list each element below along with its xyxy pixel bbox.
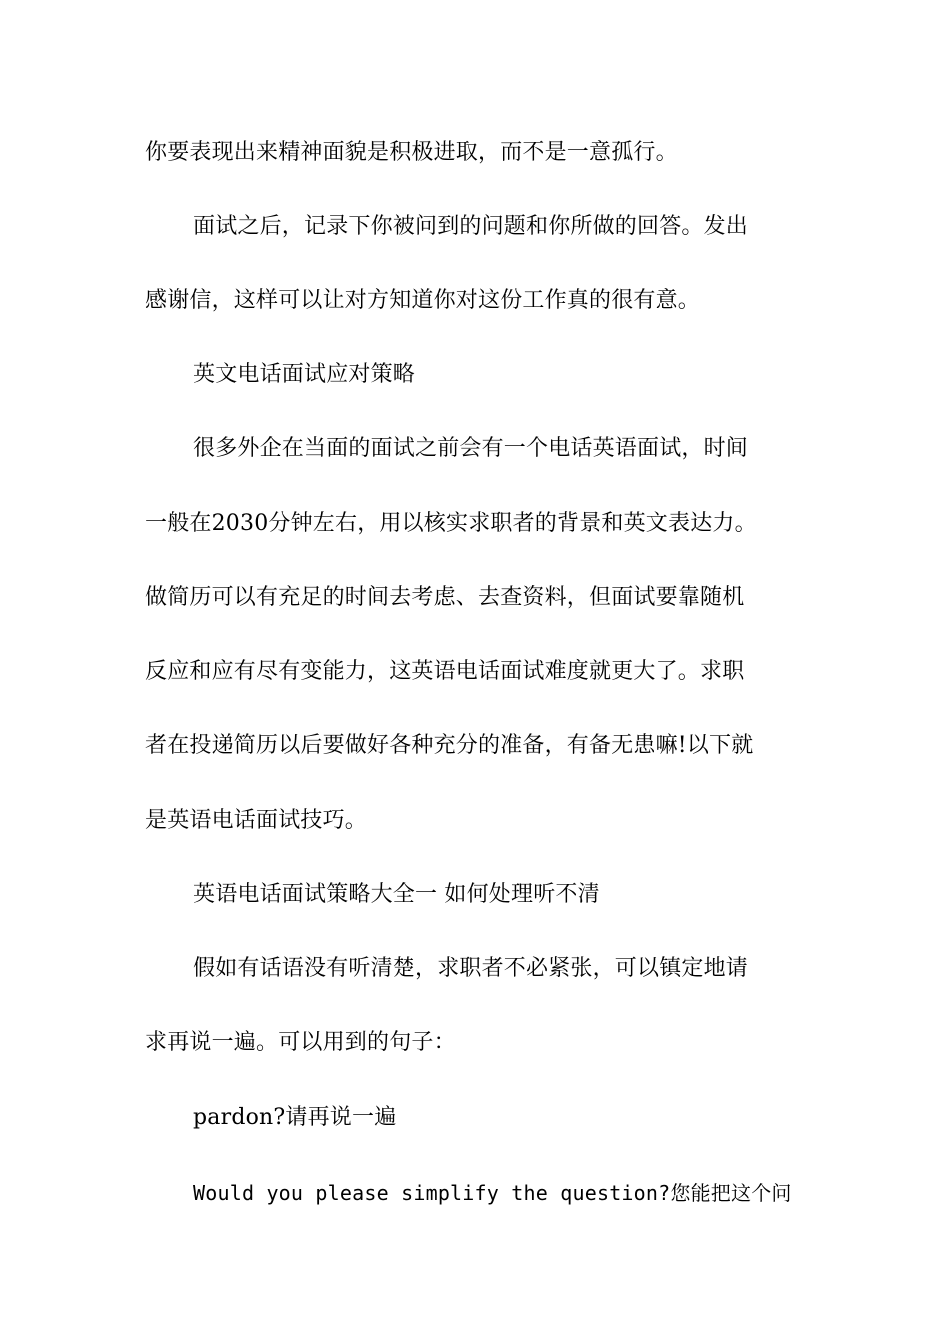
paragraph-line: 感谢信，这样可以让对方知道你对这份工作真的很有意。 xyxy=(145,288,701,313)
paragraph-line: 假如有话语没有听清楚，求职者不必紧张，可以镇定地请 xyxy=(193,956,749,981)
paragraph-line: 一般在2030分钟左右，用以核实求职者的背景和英文表达力。 xyxy=(145,511,757,536)
paragraph-line: 面试之后，记录下你被问到的问题和你所做的回答。发出 xyxy=(193,214,749,239)
paragraph-line: 你要表现出来精神面貌是积极进取，而不是一意孤行。 xyxy=(145,140,678,165)
paragraph-line: 反应和应有尽有变能力，这英语电话面试难度就更大了。求职 xyxy=(145,659,745,684)
phrase-line: Would you please simplify the question?您能把这个问 xyxy=(193,1181,792,1205)
paragraph-line: 者在投递简历以后要做好各种充分的准备，有备无患嘛!以下就 xyxy=(145,733,754,758)
paragraph-line: 求再说一遍。可以用到的句子： xyxy=(145,1030,456,1055)
phrase-line: pardon?请再说一遍 xyxy=(193,1105,397,1130)
paragraph-line: 很多外企在当面的面试之前会有一个电话英语面试，时间 xyxy=(193,436,749,461)
section-heading: 英文电话面试应对策略 xyxy=(193,362,416,387)
paragraph-line: 是英语电话面试技巧。 xyxy=(145,808,368,833)
section-heading: 英语电话面试策略大全一 如何处理听不清 xyxy=(193,882,600,907)
paragraph-line: 做简历可以有充足的时间去考虑、去查资料，但面试要靠随机 xyxy=(145,585,745,610)
